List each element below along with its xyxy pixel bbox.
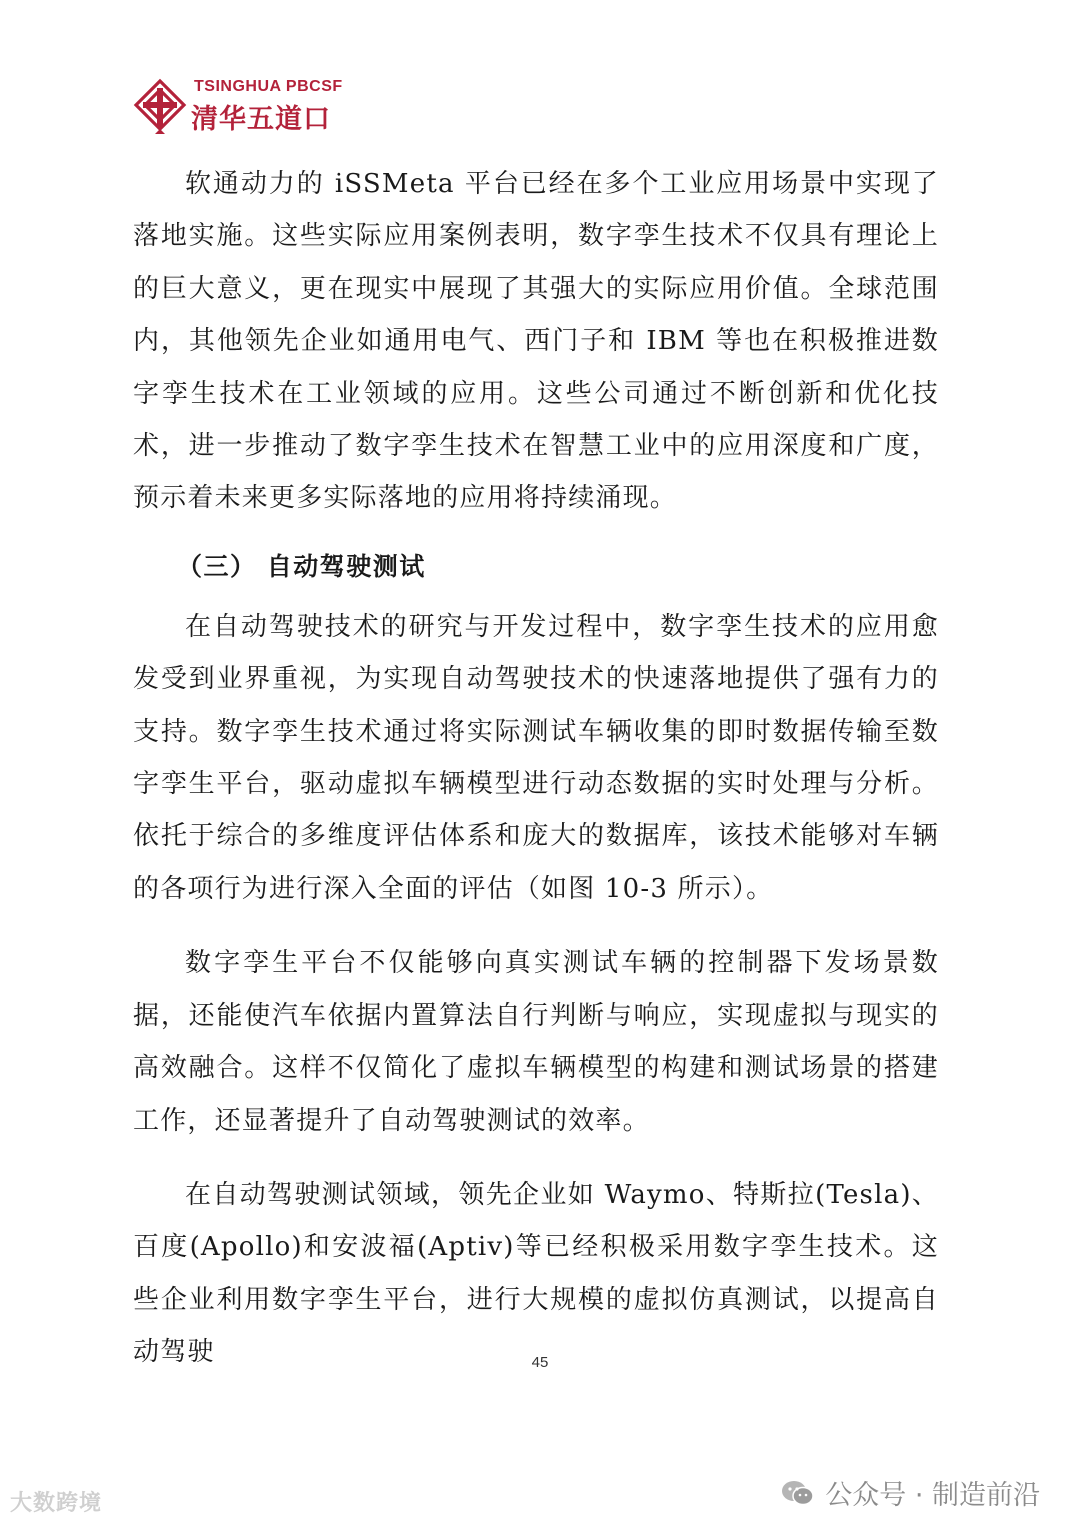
paragraph-3: 数字孪生平台不仅能够向真实测试车辆的控制器下发场景数据，还能使汽车依据内置算法自行判断与响应，实现虚拟与现实的高效融合。这样不仅简化了虚拟车辆模型的构建和测试场景的搭建工作，还显著提升了自动驾驶测试的效率。 — [133, 948, 939, 1136]
paragraph-2: 在自动驾驶技术的研究与开发过程中，数字孪生技术的应用愈发受到业界重视，为实现自动驾驶技术的快速落地提供了强有力的支持。数字孪生技术通过将实际测试车辆收集的即时数据传输至数字孪生平台，驱动虚拟车辆模型进行动态数据的实时处理与分析。依托于综合的多维度评估体系和庞大的数据库，该技术能够对车辆的各项行为进行深入全面的评估（如图 10-3 所示）。 — [133, 611, 939, 904]
watermark-right — [781, 1473, 1040, 1512]
pbcsf-emblem-icon — [133, 78, 187, 134]
paragraph-4: 在自动驾驶测试领域，领先企业如 Waymo、特斯拉(Tesla)、百度(Apollo)和安波福(Aptiv)等已经积极采用数字孪生技术。这些企业利用数字孪生平台，进行大规模的虚拟仿真测试，以提高自动驾驶 — [133, 1179, 939, 1368]
logo-text-en: TSINGHUA PBCSF — [194, 78, 343, 95]
watermark-left-text: 大数跨境 — [10, 1491, 103, 1516]
section-heading: （三） 自动驾驶测试 — [177, 551, 426, 581]
page-number: 45 — [531, 1354, 549, 1371]
watermark-right-text: 公众号 · 制造前沿 — [825, 1480, 1040, 1511]
wechat-icon — [781, 1479, 815, 1507]
watermark-left — [10, 1486, 102, 1517]
tsinghua-pbcsf-logo — [133, 78, 373, 134]
document-body — [133, 158, 939, 1401]
paragraph-1: 软通动力的 iSSMeta 平台已经在多个工业应用场景中实现了落地实施。这些实际应用案例表明，数字孪生技术不仅具有理论上的巨大意义，更在现实中展现了其强大的实际应用价值。全球范围内，其他领先企业如通用电气、西门子和 IBM 等也在积极推进数字孪生技术在工业领域的应用。这些公司通过不断创新和优化技术，进一步推动了数字孪生技术在智慧工业中的应用深度和广度，预示着未来更多实际落地的应用将持续涌现。 — [133, 169, 939, 514]
logo-text-cn: 清华五道口 — [191, 104, 331, 135]
